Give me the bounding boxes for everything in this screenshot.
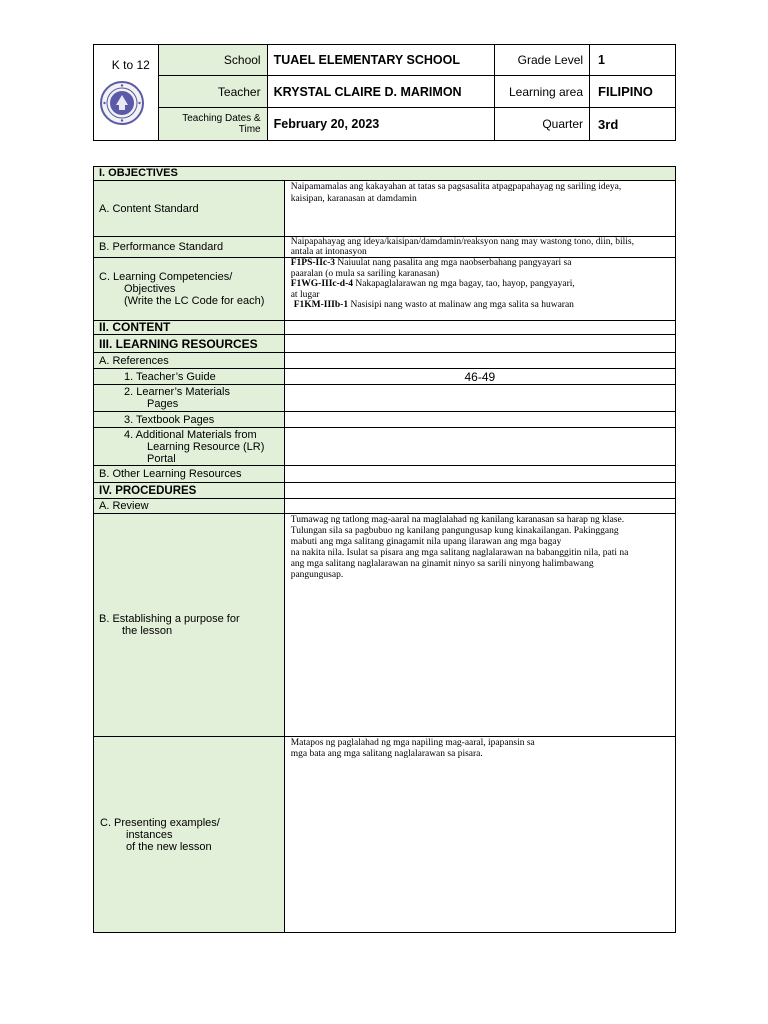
lesson-log-table (93, 166, 676, 933)
am-label-line-3: Portal (147, 452, 176, 465)
area-label: Learning area (495, 76, 590, 108)
review-value (284, 499, 675, 514)
lc1-code: F1PS-IIc-3 (290, 258, 336, 268)
lm-label-line-2: Pages (147, 398, 179, 410)
performance-standard-line-2: antala at intonasyon (290, 247, 367, 257)
presenting-line-2: mga bata ang mga salitang naglalarawan sa pisara. (290, 749, 483, 759)
lc1-text-2: paaralan (o mula sa sariling karanasan) (290, 268, 440, 279)
lc-label-line-3: (Write the LC Code for each) (124, 295, 265, 307)
presenting-label-line-3: of the new lesson (126, 840, 212, 853)
purpose-line-5: ang mga salitang naglalarawan na ginamit ninyo sa sarili ninyong halimbawang (290, 559, 594, 569)
references-label: A. References (94, 353, 285, 369)
grade-value: 1 (590, 45, 676, 76)
content-standard-line-1: Naipamamalas ang kakayahan at tatas sa pagsasalita atpagpapahayag ng sariling ideya, (290, 182, 622, 192)
k12-cell (94, 45, 159, 141)
lm-label-line-1: 2. Learner’s Materials (124, 386, 230, 398)
learners-materials-value (284, 385, 675, 412)
purpose-line-4: na nakita nila. Isulat sa pisara ang mga salitang naglalarawan na babanggitin nila, pati na (290, 548, 629, 558)
learning-competencies-label (94, 258, 285, 321)
references-value (284, 353, 675, 369)
learning-competencies-cell (284, 258, 675, 321)
additional-materials-label (94, 428, 285, 466)
procedures-heading: IV. PROCEDURES (94, 483, 285, 499)
deped-seal (100, 81, 144, 125)
lc-label-line-2: Objectives (124, 283, 176, 295)
k12-label: K to 12 (111, 58, 150, 72)
purpose-label-line-1: B. Establishing a purpose for (99, 613, 240, 625)
presenting-label-line-1: C. Presenting examples/ (100, 816, 220, 829)
textbook-pages-label: 3. Textbook Pages (94, 412, 285, 428)
purpose-line-2: Tulungan sila sa pagbubuo ng kanilang pangungusap kung kinakailangan. Pakinggang (290, 526, 619, 536)
lc3-code: F1KM-IIIb-1 (293, 300, 349, 310)
review-label: A. Review (94, 499, 285, 514)
quarter-label: Quarter (495, 108, 590, 141)
content-standard-cell (284, 181, 675, 237)
textbook-pages-value (284, 412, 675, 428)
school-label: School (158, 45, 267, 76)
resources-heading-value (284, 335, 675, 353)
additional-materials-value (284, 428, 675, 466)
header-table (93, 44, 676, 141)
resources-heading: III. LEARNING RESOURCES (94, 335, 285, 353)
lc2-text-2: at lugar (290, 289, 320, 300)
school-value: TUAEL ELEMENTARY SCHOOL (267, 45, 495, 76)
purpose-label (94, 514, 285, 737)
teacher-value: KRYSTAL CLAIRE D. MARIMON (267, 76, 495, 108)
content-value-cell (284, 321, 675, 335)
presenting-line-1: Matapos ng paglalahad ng mga napiling mag-aaral, ipapansin sa (290, 738, 535, 748)
performance-standard-label: B. Performance Standard (94, 237, 285, 258)
dates-value: February 20, 2023 (267, 108, 495, 141)
purpose-label-line-2: the lesson (122, 625, 173, 637)
purpose-line-1: Tumawag ng tatlong mag-aaral na maglalahad ng kanilang karanasan sa harap ng klase. (290, 515, 625, 525)
purpose-cell (284, 514, 675, 737)
purpose-line-3: mabuti ang mga salitang ginagamit nila upang ilarawan ang mga bagay (290, 537, 562, 547)
teachers-guide-label: 1. Teacher’s Guide (94, 369, 285, 385)
lc3-text: Nasisipi nang wasto at malinaw ang mga salita sa huwaran (348, 300, 574, 310)
content-standard-label: A. Content Standard (94, 181, 285, 237)
teachers-guide-value: 46-49 (284, 369, 675, 385)
other-resources-value (284, 466, 675, 483)
presenting-label (94, 737, 285, 933)
lc2-text: Nakapaglalarawan ng mga bagay, tao, hayop, pangyayari, (353, 279, 575, 289)
dates-label: Teaching Dates & Time (158, 108, 267, 141)
procedures-heading-value (284, 483, 675, 499)
presenting-label-line-2: instances (126, 828, 173, 841)
lc2-code: F1WG-IIIc-d-4 (290, 279, 353, 289)
lc1-text: Naiuulat nang pasalita ang mga naobserbahang pangyayari sa (335, 258, 572, 268)
content-standard-line-2: kaisipan, karanasan at damdamin (290, 193, 417, 204)
am-label-line-1: 4. Additional Materials from (124, 428, 257, 441)
purpose-line-6: pangungusap. (290, 570, 344, 580)
performance-standard-cell (284, 237, 675, 258)
learners-materials-label (94, 385, 285, 412)
performance-standard-line-1: Naipapahayag ang ideya/kaisipan/damdamin/reaksyon nang may wastong tono, diin, bilis, (290, 237, 634, 247)
objectives-heading: I. OBJECTIVES (94, 167, 676, 181)
grade-label: Grade Level (495, 45, 590, 76)
other-resources-label: B. Other Learning Resources (94, 466, 285, 483)
quarter-value: 3rd (590, 108, 676, 141)
area-value: FILIPINO (590, 76, 676, 108)
teacher-label: Teacher (158, 76, 267, 108)
lc-label-line-1: C. Learning Competencies/ (99, 271, 233, 283)
content-heading: II. CONTENT (94, 321, 285, 335)
presenting-cell (284, 737, 675, 933)
am-label-line-2: Learning Resource (LR) (147, 440, 265, 453)
